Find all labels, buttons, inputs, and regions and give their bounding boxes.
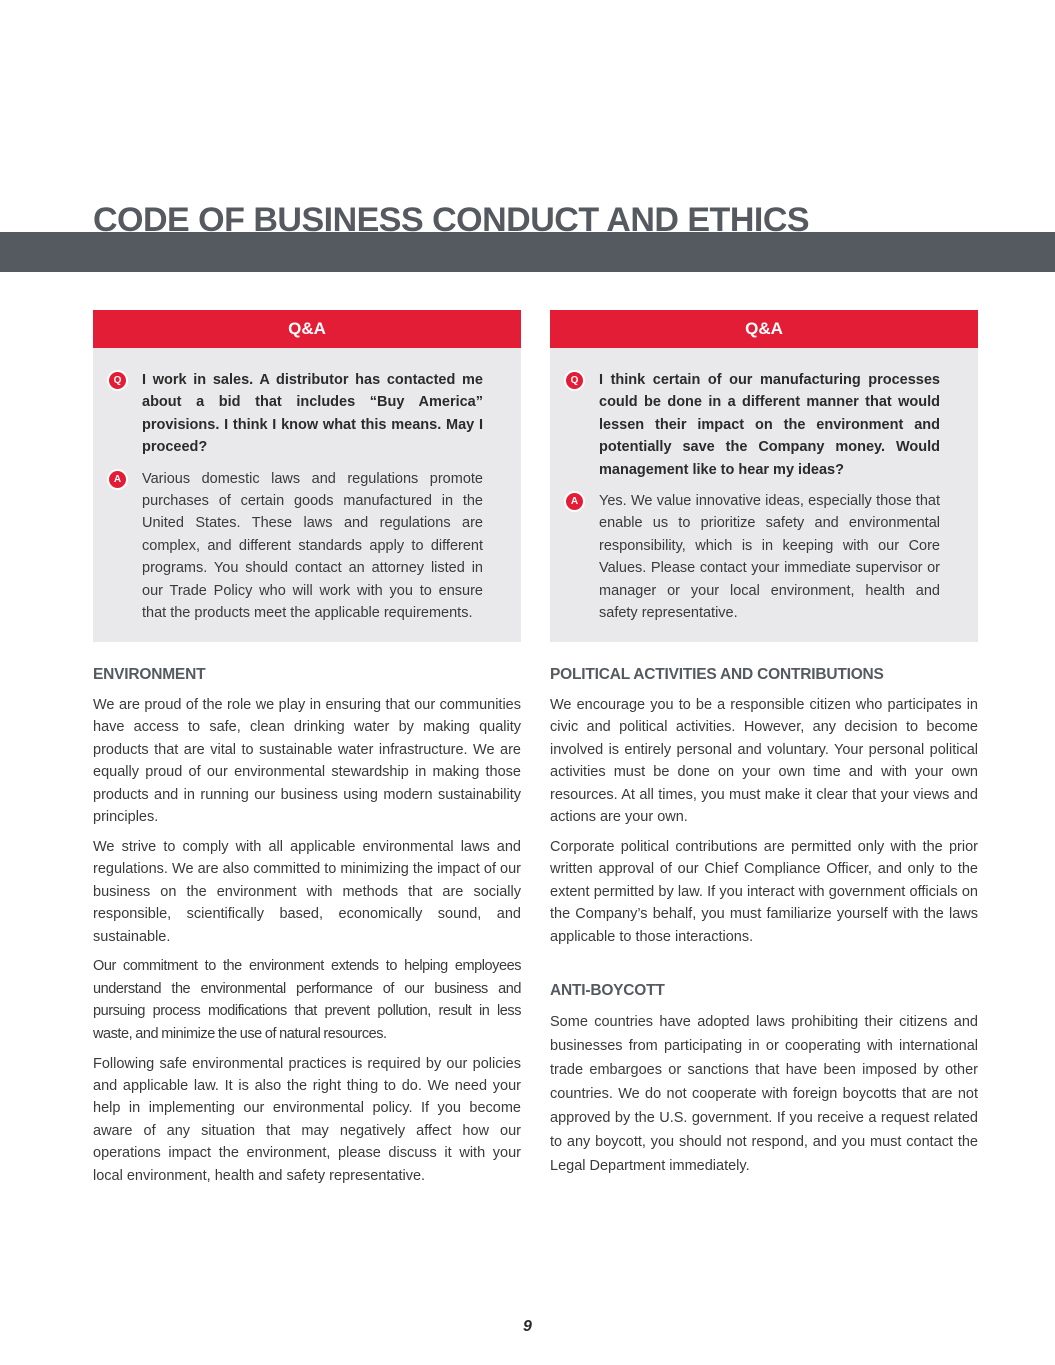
question-text: I think certain of our manufacturing processes could be done in a different manner that would lessen their impact on the environment and potentially save the Company money. Would management like to hear my ideas?	[599, 372, 940, 478]
environment-paragraph: Our commitment to the environment extends to helping employees understand the environmental performance of our business and pursuing process modifications that prevent pollution, result in less waste, and minimize the use of natural resources.	[93, 958, 521, 1042]
section-heading-anti-boycott: ANTI-BOYCOTT	[550, 981, 665, 999]
qa-box-sales	[93, 310, 521, 642]
qa-question	[570, 369, 940, 481]
political-section	[550, 664, 978, 948]
qa-box-manufacturing	[550, 310, 978, 642]
answer-badge-icon: A	[109, 471, 126, 488]
anti-boycott-paragraph: Some countries have adopted laws prohibiting their citizens and businesses from participating in or cooperating with international trade embargoes or sanctions that have been imposed by other countries. We do not cooperate with foreign boycotts that are not approved by the U.S. government. If you receive a request related to any boycott, you should not respond, and you must contact the Legal Department immediately.	[550, 1013, 978, 1174]
question-text: I work in sales. A distributor has contacted me about a bid that includes “Buy America” provisions. I think I know what this means. May I proceed?	[142, 372, 483, 456]
environment-paragraph: Following safe environmental practices is required by our policies and applicable law. It is also the right thing to do. We need your help in implementing our environmental policy. If you become aware of any situation that may negatively affect how our operations impact the environment, please discuss it with your local environment, health and safety representative.	[93, 1055, 521, 1184]
anti-boycott-section	[550, 980, 978, 1178]
qa-body	[93, 348, 521, 624]
qa-question	[113, 369, 483, 459]
section-heading-political: POLITICAL ACTIVITIES AND CONTRIBUTIONS	[550, 666, 884, 683]
environment-section	[93, 664, 521, 1187]
political-paragraph: We encourage you to be a responsible citizen who participates in civic and political activities. However, any decision to become involved is entirely personal and voluntary. Your personal political activities must be done on your own time and with your own resources. At all times, you must make it clear that your views and actions are your own.	[550, 697, 978, 826]
page-number: 9	[523, 1318, 532, 1335]
question-badge-icon: Q	[109, 372, 126, 389]
answer-text: Yes. We value innovative ideas, especially those that enable us to prioritize safety and environmental responsibility, which is in keeping with our Core Values. Please contact your immediate supervisor or manager or your local environment, health and safety representative.	[599, 493, 940, 622]
question-badge-icon: Q	[566, 372, 583, 389]
page-title: CODE OF BUSINESS CONDUCT AND ETHICS	[93, 201, 810, 239]
qa-header: Q&A	[93, 310, 521, 348]
right-column	[550, 310, 978, 1178]
environment-paragraph: We strive to comply with all applicable environmental laws and regulations. We are also committed to minimizing the impact of our business on the environment with methods that are socially responsible, scientifically based, economically sound, and sustainable.	[93, 838, 521, 945]
political-paragraph: Corporate political contributions are permitted only with the prior written approval of our Chief Compliance Officer, and only to the extent permitted by law. If you interact with government officials on the Company’s behalf, you must familiarize yourself with the laws applicable to those interactions.	[550, 838, 978, 945]
qa-body	[550, 348, 978, 624]
answer-text: Various domestic laws and regulations promote purchases of certain goods manufactured in the United States. These laws and regulations are complex, and different standards apply to different programs. You should contact an attorney listed in our Trade Policy who will work with you to ensure that the products meet the applicable requirements.	[142, 470, 483, 622]
section-heading-environment: ENVIRONMENT	[93, 666, 206, 683]
environment-paragraph: We are proud of the role we play in ensuring that our communities have access to safe, clean drinking water by making quality products that are vital to sustainable water infrastructure. We are equally proud of our environmental stewardship in making those products and in running our business using modern sustainability principles.	[93, 697, 521, 826]
left-column	[93, 310, 521, 1187]
qa-answer	[570, 490, 940, 624]
answer-badge-icon: A	[566, 493, 583, 510]
qa-header: Q&A	[550, 310, 978, 348]
qa-answer	[113, 468, 483, 625]
